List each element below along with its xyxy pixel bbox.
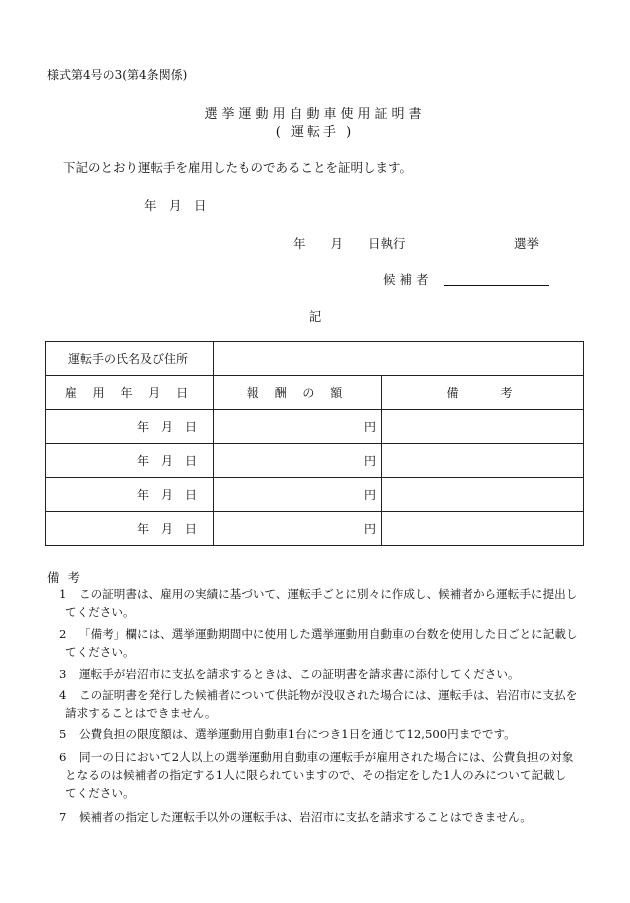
note-text: 同一の日において2人以上の選挙運動用自動車の運転手が雇用された場合には、公費負担の対象 — [79, 750, 574, 764]
note-text: 公費負担の限度額は、選挙運動用自動車1台につき1日を通じて12,500円までです。 — [79, 727, 516, 741]
note-number: 5 — [59, 727, 67, 741]
row-remarks — [382, 410, 584, 444]
note-text-cont: てください。 — [65, 645, 135, 659]
driver-name-label: 運転手の氏名及び住所 — [46, 342, 214, 376]
row-yen: 円 — [214, 478, 382, 512]
note-number: 3 — [59, 667, 67, 681]
note-item — [59, 665, 520, 683]
certify-date: 年 月 日 — [144, 198, 207, 213]
table-row — [46, 444, 584, 478]
col-payment-amount: 報 酬 の 額 — [214, 376, 382, 410]
note-text-cont: となるのは候補者の指定する1人に限られていますので、その指定をした1人のみについて記載し — [65, 768, 567, 782]
note-number: 2 — [59, 627, 67, 641]
row-remarks — [382, 512, 584, 546]
candidate-label: 候 補 者 — [383, 272, 429, 287]
note-text: 運転手が岩沼市に支払を請求するときは、この証明書を請求書に添付してください。 — [79, 667, 520, 681]
note-item — [59, 625, 578, 661]
note-text: 「備考」欄には、選挙運動期間中に使用した選挙運動用自動車の台数を使用した日ごとに記載し — [79, 627, 578, 641]
row-date: 年 月 日 — [46, 512, 214, 546]
note-text: 候補者の指定した運転手以外の運転手は、岩沼市に支払を請求することはできません。 — [79, 810, 532, 824]
table-row — [46, 512, 584, 546]
election-date: 年 月 日執行 — [293, 236, 406, 251]
note-item — [59, 585, 577, 621]
note-item — [59, 686, 577, 722]
notes-heading: 備考 — [47, 570, 89, 585]
note-item — [59, 808, 532, 826]
col-employment-date: 雇 用 年 月 日 — [46, 376, 214, 410]
driver-table — [45, 341, 584, 546]
table-row — [46, 410, 584, 444]
driver-name-field — [214, 342, 584, 376]
row-yen: 円 — [214, 444, 382, 478]
election-suffix: 選挙 — [514, 236, 540, 251]
row-yen: 円 — [214, 512, 382, 546]
table-row — [46, 478, 584, 512]
note-number: 7 — [59, 810, 67, 824]
col-remarks: 備 考 — [382, 376, 584, 410]
note-text: この証明書は、雇用の実績に基づいて、運転手ごとに別々に作成し、候補者から運転手に提出し — [79, 587, 578, 601]
row-date: 年 月 日 — [46, 444, 214, 478]
note-item — [59, 748, 573, 802]
row-yen: 円 — [214, 410, 382, 444]
row-date: 年 月 日 — [46, 410, 214, 444]
form-number: 様式第4号の3(第4条関係) — [47, 68, 188, 82]
table-header-row — [46, 376, 584, 410]
note-item — [59, 725, 516, 743]
candidate-signature-line — [444, 285, 549, 286]
certification-statement: 下記のとおり運転手を雇用したものであることを証明します。 — [63, 160, 413, 175]
row-date: 年 月 日 — [46, 478, 214, 512]
note-text-cont: てください。 — [65, 786, 135, 800]
document-title: 選挙運動用自動車使用証明書 — [204, 107, 426, 122]
note-number: 1 — [59, 587, 67, 601]
note-text-cont: てください。 — [65, 605, 135, 619]
note-number: 4 — [59, 688, 67, 702]
note-text: この証明書を発行した候補者について供託物が没収された場合には、運転手は、岩沼市に支払を — [79, 688, 578, 702]
row-remarks — [382, 444, 584, 478]
note-text-cont: 請求することはできません。 — [65, 706, 217, 720]
note-number: 6 — [59, 750, 67, 764]
row-remarks — [382, 478, 584, 512]
ki-label: 記 — [308, 309, 322, 324]
document-subtitle: ( 運転手 ) — [275, 125, 355, 140]
driver-name-row — [46, 342, 584, 376]
